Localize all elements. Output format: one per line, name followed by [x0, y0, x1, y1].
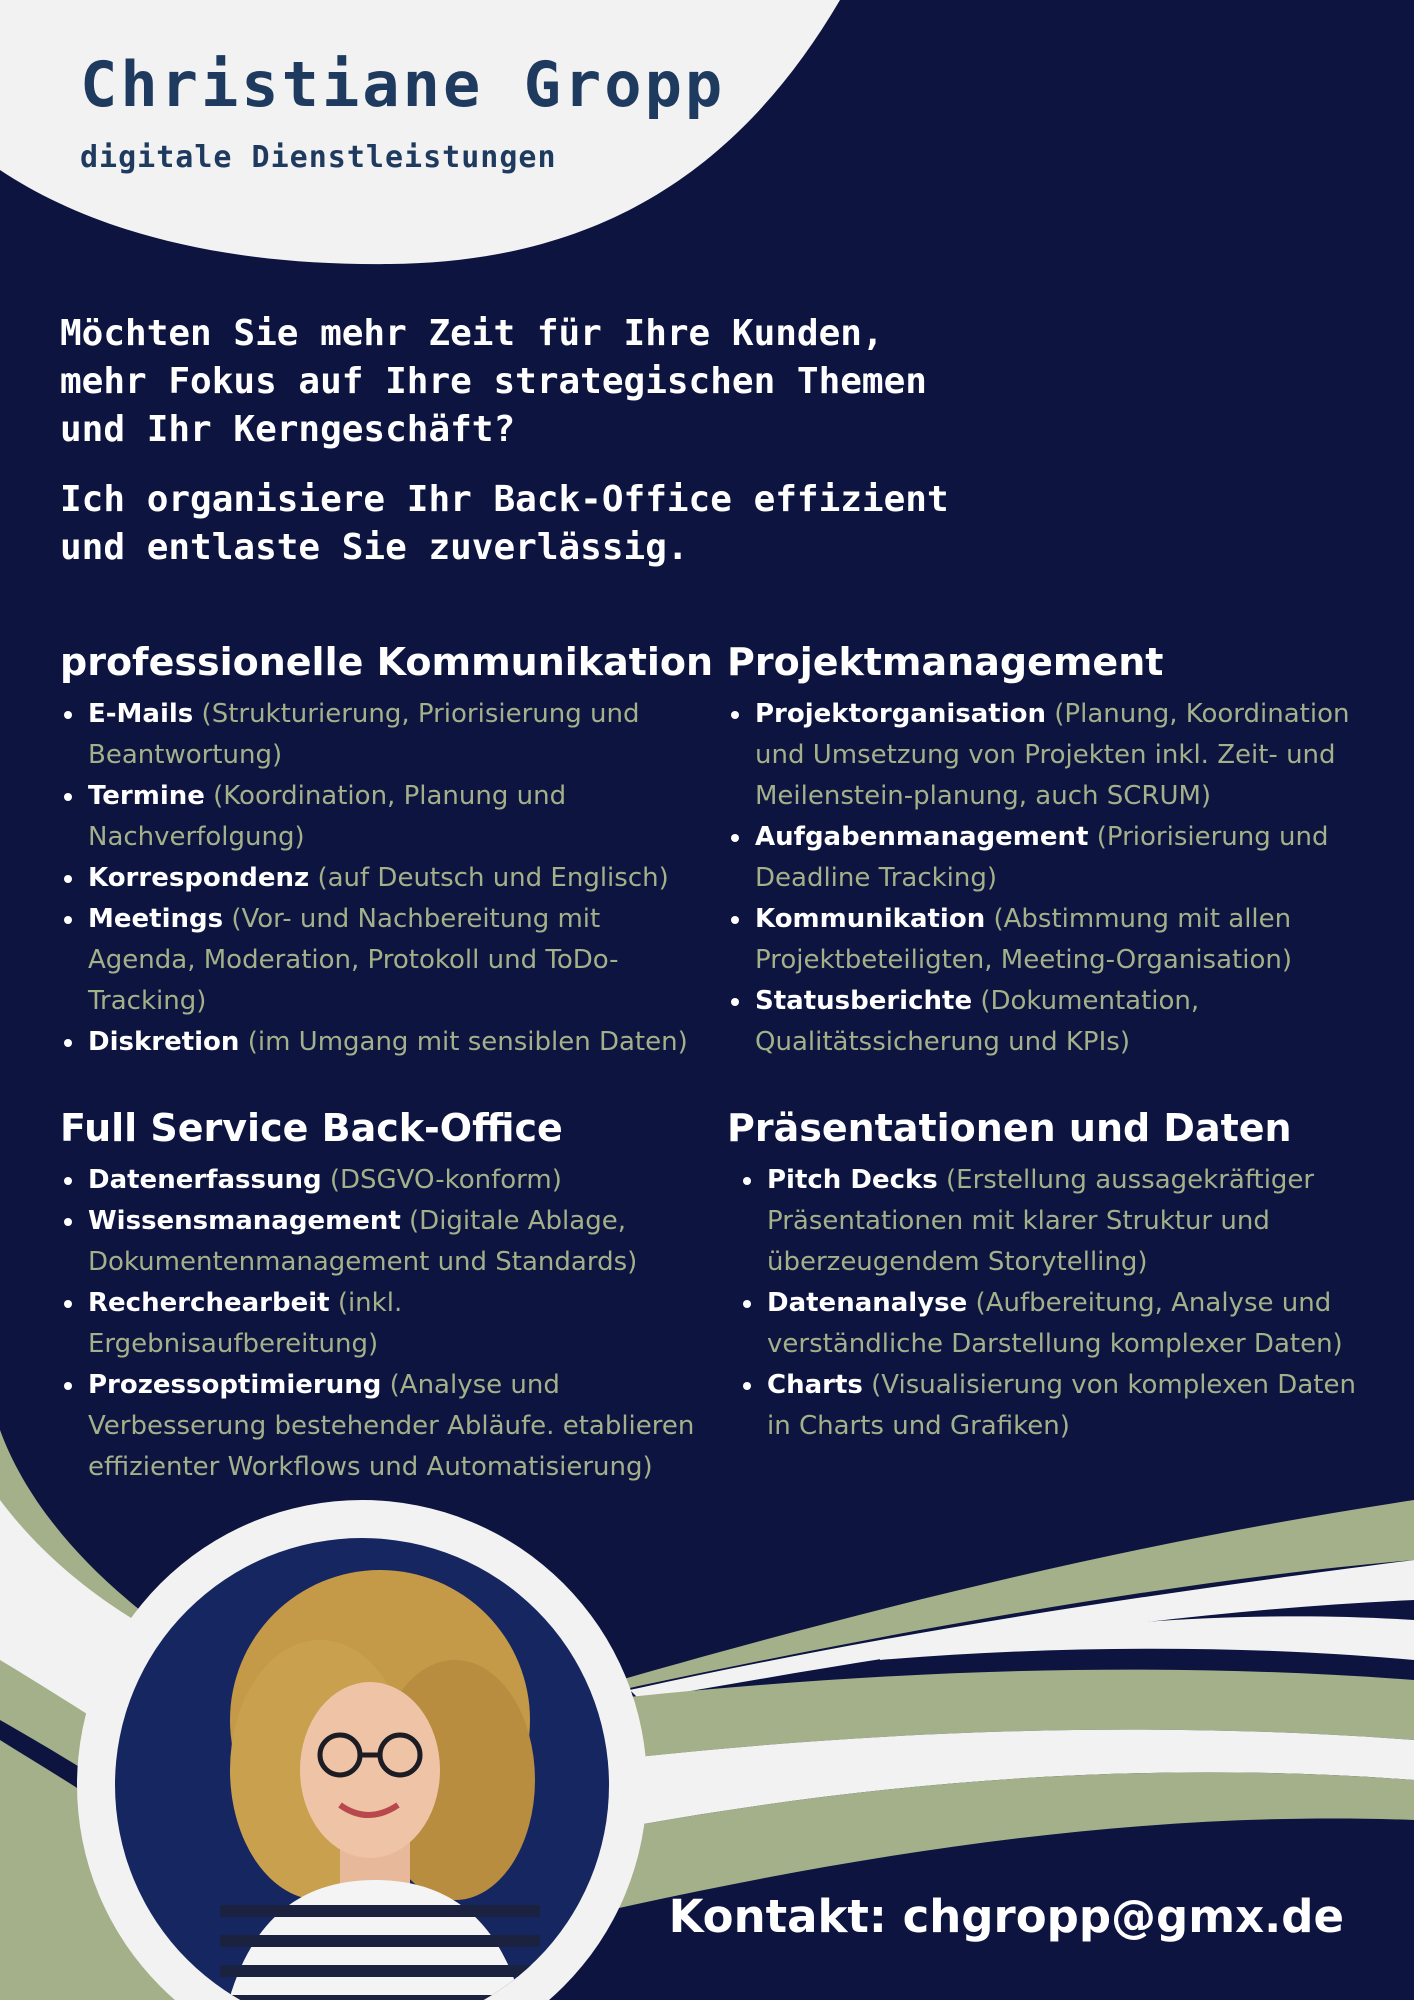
- item-term: Diskretion: [88, 1027, 240, 1057]
- list-item: [86, 1160, 700, 1201]
- list-item: [765, 1365, 1367, 1447]
- list-item: [86, 694, 700, 776]
- list-item: [86, 776, 700, 858]
- item-detail: (Aufbereitung, Analyse und verständliche Darstellung komplexer Daten): [767, 1288, 1343, 1359]
- item-term: Statusberichte: [755, 986, 973, 1016]
- item-term: Prozessoptimierung: [88, 1370, 382, 1400]
- item-term: Charts: [767, 1370, 863, 1400]
- brand-name: Christiane Gropp: [80, 48, 726, 121]
- list-item: [86, 1022, 700, 1063]
- list-item: [86, 858, 700, 899]
- item-detail: (auf Deutsch und Englisch): [317, 863, 669, 893]
- item-detail: (Analyse und Verbesserung bestehender Abläufe. etablieren effizienter Workflows und Automatisierung): [88, 1370, 695, 1482]
- intro-statement: Ich organisiere Ihr Back-Office effizient und entlaste Sie zuverlässig.: [60, 479, 949, 568]
- list-item: [86, 1365, 700, 1488]
- section-communication: [60, 640, 714, 1063]
- item-term: Pitch Decks: [767, 1165, 938, 1195]
- section-title: Präsentationen und Daten: [727, 1106, 1292, 1150]
- brand-tagline: digitale Dienstleistungen: [80, 140, 557, 175]
- item-term: E-Mails: [88, 699, 194, 729]
- service-list: [60, 1160, 700, 1488]
- item-detail: (Abstimmung mit allen Projektbeteiligten, Meeting-Organisation): [755, 904, 1292, 975]
- contact-email[interactable]: Kontakt: chgropp@gmx.de: [668, 1890, 1344, 1943]
- section-project-management: [727, 640, 1367, 1063]
- list-item: [753, 899, 1367, 981]
- section-title: Full Service Back-Office: [60, 1106, 563, 1150]
- list-item: [753, 981, 1367, 1063]
- item-detail: (Koordination, Planung und Nachverfolgung): [88, 781, 567, 852]
- item-detail: (Visualisierung von komplexen Daten in Charts und Grafiken): [767, 1370, 1356, 1441]
- item-term: Projektorganisation: [755, 699, 1047, 729]
- list-item: [765, 1160, 1367, 1283]
- item-detail: (inkl. Ergebnisaufbereitung): [88, 1288, 403, 1359]
- list-item: [86, 1283, 700, 1365]
- item-term: Korrespondenz: [88, 863, 310, 893]
- item-detail: (Digitale Ablage, Dokumentenmanagement und Standards): [88, 1206, 638, 1277]
- portrait-illustration: [220, 1570, 540, 2000]
- item-term: Kommunikation: [755, 904, 986, 934]
- intro-question: Möchten Sie mehr Zeit für Ihre Kunden, mehr Fokus auf Ihre strategischen Themen und Ihr Kerngeschäft?: [60, 313, 927, 450]
- item-term: Meetings: [88, 904, 224, 934]
- service-list: [727, 1160, 1367, 1447]
- service-list: [60, 694, 700, 1063]
- list-item: [753, 817, 1367, 899]
- list-item: [753, 694, 1367, 817]
- list-item: [765, 1283, 1367, 1365]
- item-term: Wissensmanagement: [88, 1206, 401, 1236]
- section-presentations-data: [727, 1106, 1367, 1447]
- list-item: [86, 1201, 700, 1283]
- service-list: [727, 694, 1367, 1063]
- item-term: Datenanalyse: [767, 1288, 968, 1318]
- item-detail: (Erstellung aussagekräftiger Präsentationen mit klarer Struktur und überzeugendem Storytelling): [767, 1165, 1315, 1277]
- item-detail: (DSGVO-konform): [329, 1165, 562, 1195]
- section-back-office: [60, 1106, 700, 1488]
- item-term: Recherchearbeit: [88, 1288, 330, 1318]
- item-detail: (Dokumentation, Qualitätssicherung und KPIs): [755, 986, 1200, 1057]
- item-detail: (Priorisierung und Deadline Tracking): [755, 822, 1329, 893]
- item-term: Datenerfassung: [88, 1165, 322, 1195]
- section-title: professionelle Kommunikation: [60, 640, 714, 684]
- list-item: [86, 899, 700, 1022]
- section-title: Projektmanagement: [727, 640, 1164, 684]
- item-term: Aufgabenmanagement: [755, 822, 1089, 852]
- item-detail: (Vor- und Nachbereitung mit Agenda, Moderation, Protokoll und ToDo-Tracking): [88, 904, 619, 1016]
- intro-block: [60, 310, 960, 594]
- item-detail: (Planung, Koordination und Umsetzung von Projekten inkl. Zeit- und Meilenstein-planung, auch SCRUM): [755, 699, 1350, 811]
- item-detail: (Strukturierung, Priorisierung und Beantwortung): [88, 699, 640, 770]
- item-term: Termine: [88, 781, 205, 811]
- item-detail: (im Umgang mit sensiblen Daten): [247, 1027, 688, 1057]
